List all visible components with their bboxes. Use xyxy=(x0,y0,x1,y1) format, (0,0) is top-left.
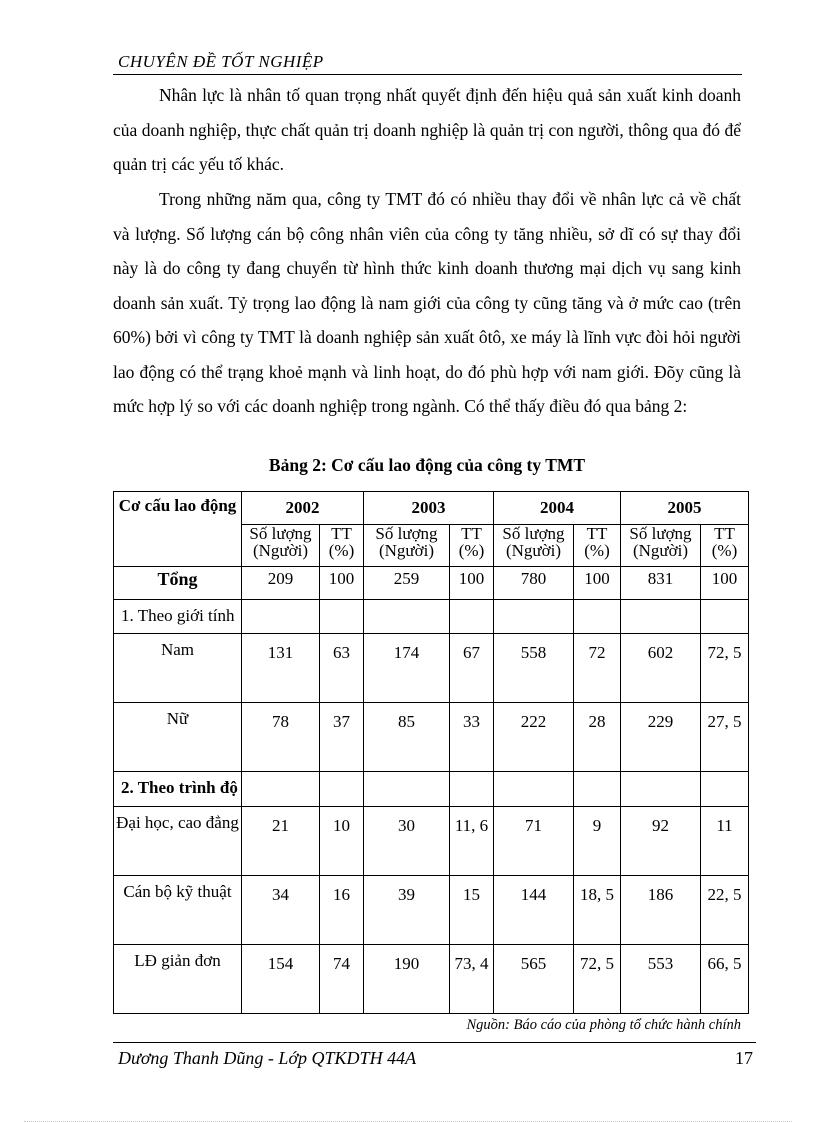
table-cell: 186 xyxy=(621,876,701,945)
table-cell: 39 xyxy=(364,876,450,945)
table-cell xyxy=(574,600,621,634)
tt-header: TT (%) xyxy=(574,525,621,567)
row-label: Tổng xyxy=(114,567,242,600)
table-cell: 92 xyxy=(621,807,701,876)
table-cell: 174 xyxy=(364,634,450,703)
table-cell: 11 xyxy=(701,807,749,876)
footer-rule xyxy=(113,1042,756,1043)
table-cell: 73, 4 xyxy=(450,945,494,1014)
table-cell: 10 xyxy=(320,807,364,876)
page-header-title: CHUYÊN ĐỀ TỐT NGHIỆP xyxy=(118,52,324,71)
table-cell: 154 xyxy=(242,945,320,1014)
table-cell: 85 xyxy=(364,703,450,772)
table-cell: 78 xyxy=(242,703,320,772)
table-cell xyxy=(364,772,450,807)
footer-author: Dương Thanh Dũng - Lớp QTKDTH 44A xyxy=(118,1048,417,1068)
table-cell: 72, 5 xyxy=(701,634,749,703)
table-cell xyxy=(450,600,494,634)
row-label: LĐ giản đơn xyxy=(114,945,242,1014)
paragraph-1 xyxy=(113,78,741,182)
table-cell: 18, 5 xyxy=(574,876,621,945)
page-number: 17 xyxy=(735,1048,753,1068)
table-cell xyxy=(320,772,364,807)
table-cell: 259 xyxy=(364,567,450,600)
table-cell: 72, 5 xyxy=(574,945,621,1014)
table-cell: 21 xyxy=(242,807,320,876)
table-cell: 30 xyxy=(364,807,450,876)
table-cell: 100 xyxy=(574,567,621,600)
table-cell xyxy=(701,772,749,807)
table-cell xyxy=(242,772,320,807)
table-row-section xyxy=(114,600,749,634)
table-cell: 11, 6 xyxy=(450,807,494,876)
page-bottom-dotted-line xyxy=(24,1121,792,1122)
qty-header: Số lượng (Người) xyxy=(621,525,701,567)
section-label: 1. Theo giới tính xyxy=(114,600,242,634)
table-title: Bảng 2: Cơ cấu lao động của công ty TMT xyxy=(268,455,586,475)
table-cell: 602 xyxy=(621,634,701,703)
qty-header: Số lượng (Người) xyxy=(364,525,450,567)
table-cell: 63 xyxy=(320,634,364,703)
table-cell xyxy=(621,600,701,634)
table-cell xyxy=(621,772,701,807)
table-cell: 33 xyxy=(450,703,494,772)
table-cell xyxy=(450,772,494,807)
table-cell: 66, 5 xyxy=(701,945,749,1014)
tt-header: TT (%) xyxy=(320,525,364,567)
table-cell: 100 xyxy=(701,567,749,600)
table-cell: 37 xyxy=(320,703,364,772)
table-cell: 9 xyxy=(574,807,621,876)
row-label: Đại học, cao đẳng xyxy=(114,807,242,876)
table-source-note: Nguồn: Báo cáo của phòng tổ chức hành chính xyxy=(466,1017,741,1033)
tt-header: TT (%) xyxy=(450,525,494,567)
table-cell: 144 xyxy=(494,876,574,945)
section-label: 2. Theo trình độ xyxy=(114,772,242,807)
table-cell: 565 xyxy=(494,945,574,1014)
table-cell: 100 xyxy=(450,567,494,600)
table-cell: 71 xyxy=(494,807,574,876)
table-cell xyxy=(701,600,749,634)
table-cell: 28 xyxy=(574,703,621,772)
table-cell xyxy=(364,600,450,634)
year-header: 2005 xyxy=(621,492,749,525)
year-header: 2002 xyxy=(242,492,364,525)
table-cell: 209 xyxy=(242,567,320,600)
year-header: 2003 xyxy=(364,492,494,525)
table-cell: 780 xyxy=(494,567,574,600)
row-label: Nam xyxy=(114,634,242,703)
table-row-total xyxy=(114,567,749,600)
table-cell: 15 xyxy=(450,876,494,945)
table-cell: 222 xyxy=(494,703,574,772)
labor-structure-table xyxy=(113,491,749,1014)
table-cell: 72 xyxy=(574,634,621,703)
table-cell: 831 xyxy=(621,567,701,600)
table-cell xyxy=(242,600,320,634)
table-cell: 558 xyxy=(494,634,574,703)
header-rule xyxy=(113,74,742,75)
table-cell: 74 xyxy=(320,945,364,1014)
table-row xyxy=(114,876,749,945)
table-row-section xyxy=(114,772,749,807)
table-cell xyxy=(494,772,574,807)
table-cell: 190 xyxy=(364,945,450,1014)
table-cell: 131 xyxy=(242,634,320,703)
table-cell: 100 xyxy=(320,567,364,600)
table-cell xyxy=(494,600,574,634)
tt-header: TT (%) xyxy=(701,525,749,567)
qty-header: Số lượng (Người) xyxy=(242,525,320,567)
table-row xyxy=(114,807,749,876)
table-cell: 22, 5 xyxy=(701,876,749,945)
table-row xyxy=(114,634,749,703)
table-cell: 16 xyxy=(320,876,364,945)
table-cell xyxy=(574,772,621,807)
row-label: Cán bộ kỹ thuật xyxy=(114,876,242,945)
table-header-row xyxy=(114,492,749,525)
table-row xyxy=(114,945,749,1014)
paragraph-2 xyxy=(113,182,741,424)
row-label: Nữ xyxy=(114,703,242,772)
year-header: 2004 xyxy=(494,492,621,525)
table-row xyxy=(114,703,749,772)
table-cell: 553 xyxy=(621,945,701,1014)
paragraph-2-text: Trong những năm qua, công ty TMT đó có nhiều thay đổi về nhân lực cả về chất và lượng. Số lượng cán bộ công nhân viên của công ty tăng nhiều, sở dĩ có sự thay đổi này là do công ty đang chuyển từ hình thức kinh doanh thương mại dịch vụ sang kinh doanh sản xuất. Tỷ trọng lao động là nam giới của công ty cũng tăng và ở mức cao (trên 60%) bởi vì công ty TMT là doanh nghiệp sản xuất ôtô, xe máy là lĩnh vực đòi hỏi người lao động có thể trạng khoẻ mạnh và linh hoạt, do đó phù hợp với nam giới. Đõy cũng là mức hợp lý so với các doanh nghiệp trong ngành. Có thể thấy điều đó qua bảng 2: xyxy=(113,189,741,416)
qty-header: Số lượng (Người) xyxy=(494,525,574,567)
table-cell: 67 xyxy=(450,634,494,703)
table-cell xyxy=(320,600,364,634)
paragraph-1-text: Nhân lực là nhân tố quan trọng nhất quyết định đến hiệu quả sản xuất kinh doanh của doanh nghiệp, thực chất quản trị doanh nghiệp là quản trị con người, thông qua đó để quản trị các yếu tố khác. xyxy=(113,85,741,174)
table-cell: 34 xyxy=(242,876,320,945)
table-cell: 229 xyxy=(621,703,701,772)
table-corner-header: Cơ cấu lao động xyxy=(114,492,242,567)
table-cell: 27, 5 xyxy=(701,703,749,772)
